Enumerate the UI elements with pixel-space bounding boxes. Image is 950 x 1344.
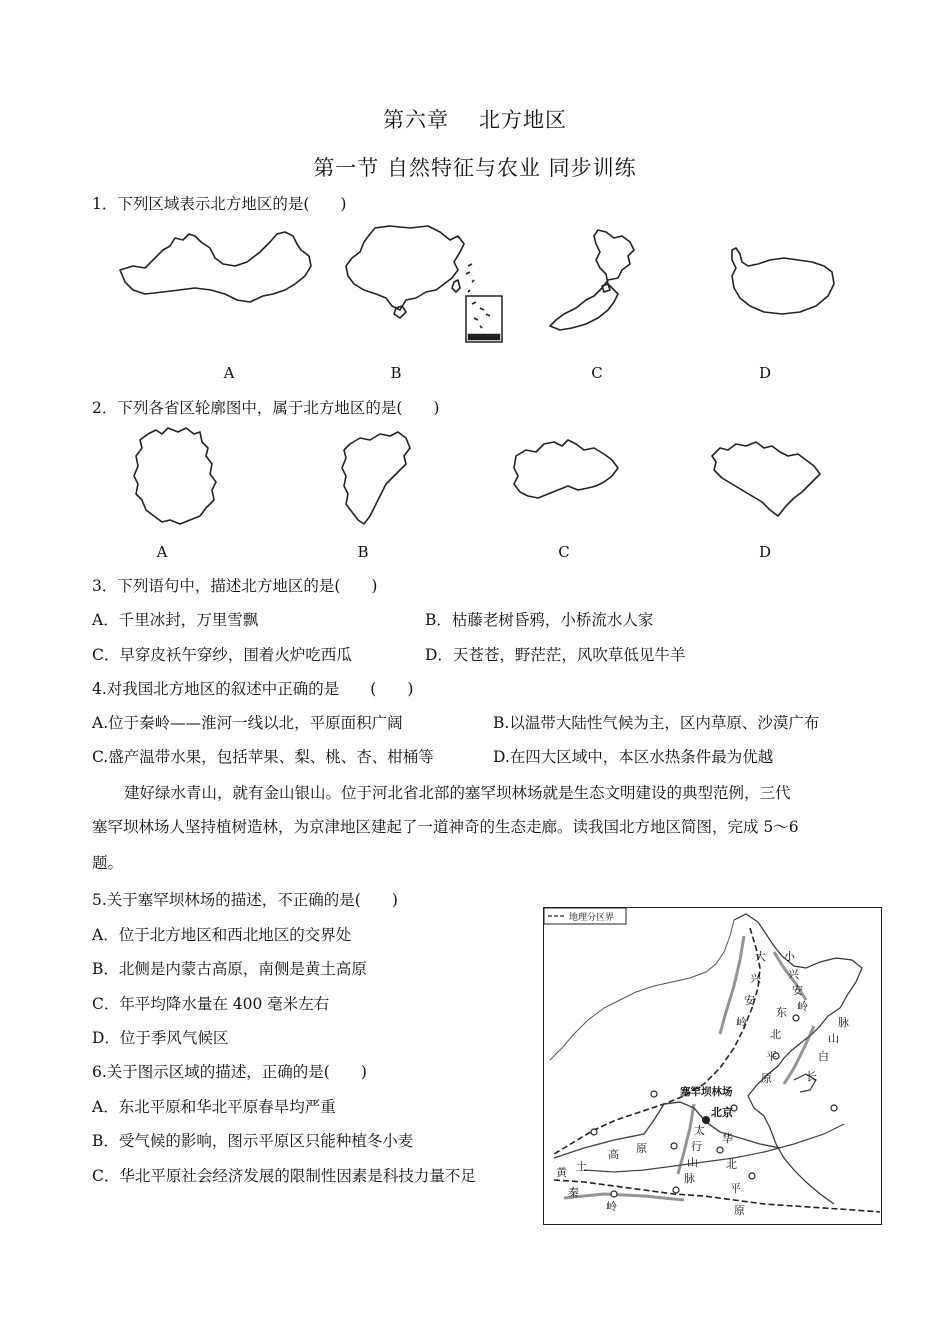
- map-label-tai: 太: [694, 1124, 705, 1137]
- map-label-hua: 华: [722, 1132, 733, 1145]
- chapter-name: 北方地区: [479, 108, 567, 132]
- q4-option-d: D.在四大区域中，本区水热条件最为优越: [493, 748, 774, 766]
- q2-outline-a: [128, 424, 223, 529]
- passage-line-3: 题。: [92, 854, 124, 872]
- map-label-gao: 高: [608, 1148, 619, 1161]
- map-label-beijing: 北京: [711, 1106, 733, 1119]
- q6-stem: 6.关于图示区域的描述，正确的是( ): [92, 1063, 367, 1081]
- q4-option-a: A.位于秦岭——淮河一线以北，平原面积广阔: [92, 714, 403, 732]
- map-label-ling: 岭: [736, 1016, 747, 1029]
- q2-outline-d: [706, 436, 826, 521]
- map-label-ping2: 平: [730, 1182, 741, 1195]
- q3-option-c: C．早穿皮袄午穿纱，围着火炉吃西瓜: [92, 646, 352, 664]
- q3-stem: 3．下列语句中，描述北方地区的是( ): [92, 577, 378, 595]
- map-legend-text: 地理分区界: [569, 913, 615, 923]
- q5-stem: 5.关于塞罕坝林场的描述，不正确的是( ): [92, 891, 398, 909]
- q4-option-c: C.盛产温带水果，包括苹果、梨、桃、杏、柑桶等: [92, 748, 434, 766]
- q1-outline-a: [115, 228, 315, 308]
- q5-option-b: B．北侧是内蒙古高原，南侧是黄土高原: [92, 960, 367, 978]
- map-label-saihanba: 塞罕坝林场: [680, 1086, 733, 1098]
- map-label-bei: 北: [770, 1028, 781, 1041]
- q1-label-d: D: [758, 364, 772, 382]
- q5-option-d: D．位于季风气候区: [92, 1029, 229, 1047]
- q6-option-a: A．东北平原和华北平原春旱均严重: [92, 1098, 336, 1116]
- q3-option-b: B．枯藤老树昏鸦，小桥流水人家: [425, 611, 654, 629]
- q3-option-d: D．天苍苍，野茫茫，风吹草低见牛羊: [425, 646, 686, 664]
- map-label-an: 安: [744, 994, 755, 1007]
- map-label-shan2: 山: [687, 1156, 698, 1169]
- map-label-xiao-an: 安: [792, 984, 803, 997]
- map-label-bai: 白: [818, 1050, 829, 1063]
- map-label-shan: 山: [828, 1032, 839, 1045]
- map-label-yuan: 原: [761, 1072, 772, 1085]
- map-label-yuan2: 原: [636, 1142, 647, 1155]
- q1-outline-c: [546, 226, 656, 336]
- passage-line-1: 建好绿水青山，就有金山银山。位于河北省北部的塞罕坝林场就是生态文明建设的典型范例，三代: [124, 784, 791, 802]
- q1-label-c: C: [591, 364, 603, 382]
- passage-line-2: 塞罕坝林场人坚持植树造林，为京津地区建起了一道神奇的生态走廊。读我国北方地区简图，完成 5～6: [92, 818, 799, 836]
- chapter-number: 第六章: [383, 108, 449, 132]
- q1-label-b: B: [390, 364, 402, 382]
- map-label-chang: 长: [806, 1070, 817, 1083]
- map-labels: [544, 908, 881, 1224]
- q1-label-a: A: [223, 364, 235, 382]
- q2-outline-c: [508, 436, 623, 506]
- north-region-map: [543, 907, 882, 1225]
- q2-outline-b: [336, 428, 416, 528]
- map-label-mai: 脉: [838, 1016, 849, 1029]
- q2-label-a: A: [156, 543, 168, 561]
- map-label-yuan3: 原: [734, 1204, 745, 1217]
- map-label-xiao: 小: [784, 950, 795, 963]
- map-label-tu: 土: [576, 1160, 587, 1173]
- map-label-mai2: 脉: [684, 1172, 695, 1185]
- q4-option-b: B.以温带大陆性气候为主，区内草原、沙漠广布: [493, 714, 820, 732]
- map-label-dong: 东: [776, 1006, 787, 1019]
- map-label-xing: 兴: [750, 972, 761, 985]
- q2-label-c: C: [558, 543, 570, 561]
- q6-option-c: C．华北平原社会经济发展的限制性因素是科技力量不足: [92, 1167, 476, 1185]
- map-label-bei2: 北: [726, 1158, 737, 1171]
- q2-label-b: B: [357, 543, 369, 561]
- q6-option-b: B．受气候的影响，图示平原区只能种植冬小麦: [92, 1132, 414, 1150]
- q3-option-a: A．千里冰封，万里雪飘: [92, 611, 259, 629]
- section-title: 第一节 自然特征与农业 同步训练: [313, 156, 637, 180]
- chapter-title: [0, 104, 950, 134]
- map-label-ling2: 岭: [606, 1200, 617, 1213]
- q1-outline-b: [340, 222, 505, 347]
- q2-stem: 2．下列各省区轮廓图中，属于北方地区的是( ): [92, 399, 440, 417]
- q4-stem: 4.对我国北方地区的叙述中正确的是 ( ): [92, 680, 414, 698]
- map-label-huang: 黄: [556, 1166, 567, 1179]
- map-label-qin: 秦: [568, 1186, 579, 1199]
- map-label-xiao-ling: 岭: [797, 1000, 808, 1013]
- map-label-hang: 行: [691, 1140, 702, 1153]
- q2-label-d: D: [758, 543, 772, 561]
- q5-option-a: A．位于北方地区和西北地区的交界处: [92, 926, 352, 944]
- map-label-da: 大: [755, 950, 766, 963]
- map-label-ping: 平: [766, 1050, 777, 1063]
- q1-outline-d: [728, 244, 838, 319]
- q5-option-c: C．年平均降水量在 400 毫米左右: [92, 995, 330, 1013]
- q1-stem: 1．下列区域表示北方地区的是( ): [92, 195, 347, 213]
- map-label-xiao-xing: 兴: [788, 968, 799, 981]
